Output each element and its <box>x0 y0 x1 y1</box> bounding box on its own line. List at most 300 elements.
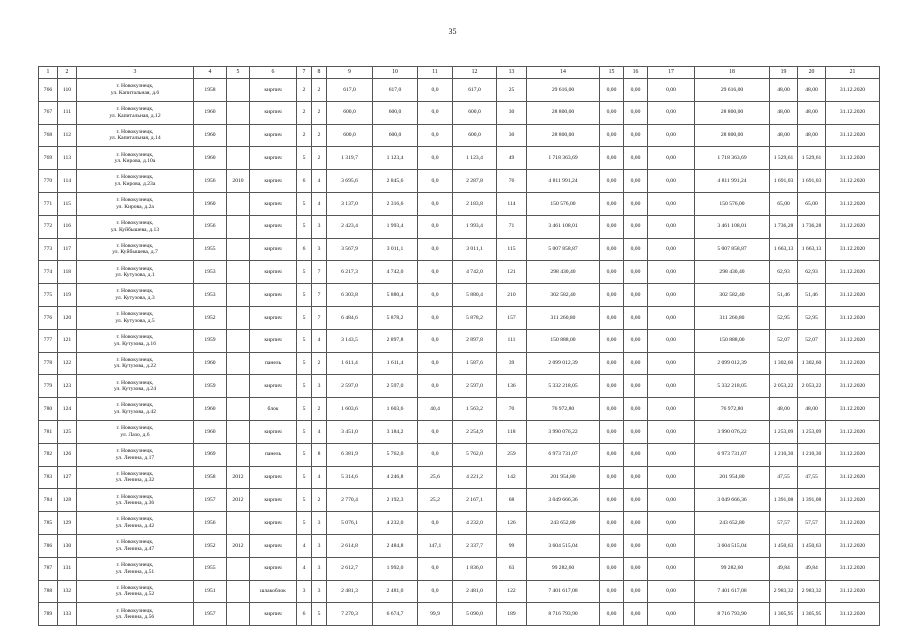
cell-col-7: 2 <box>297 101 312 124</box>
address-street: ул. Ленина, д.56 <box>115 614 155 621</box>
cell-col-19: 52,95 <box>770 306 798 329</box>
cell-col-5: 2010 <box>227 170 250 193</box>
column-header-20: 20 <box>798 67 826 79</box>
address-cell <box>77 489 194 512</box>
cell-col-19: 62,93 <box>770 261 798 284</box>
cell-col-20: 65,00 <box>798 192 826 215</box>
cell-col-19: 52,07 <box>770 329 798 352</box>
cell-col-6: кирпич <box>250 261 297 284</box>
cell-col-1: 787 <box>39 557 58 580</box>
cell-col-16: 0,00 <box>624 215 648 238</box>
table-row <box>39 192 880 215</box>
address-street: ул. Кутузова, д.3 <box>115 295 155 302</box>
cell-col-15: 0,00 <box>600 375 624 398</box>
cell-col-11: 25,2 <box>418 489 453 512</box>
column-header-16: 16 <box>624 67 648 79</box>
cell-col-7: 6 <box>297 603 312 626</box>
cell-col-14: 3 049 666,36 <box>527 489 600 512</box>
cell-col-2: 133 <box>58 603 77 626</box>
cell-col-21: 31.12.2020 <box>826 443 880 466</box>
cell-col-10: 600,0 <box>373 124 418 147</box>
cell-col-5 <box>227 147 250 170</box>
cell-col-8: 4 <box>312 466 327 489</box>
cell-col-7: 2 <box>297 79 312 102</box>
cell-col-1: 777 <box>39 329 58 352</box>
cell-col-5: 2012 <box>227 466 250 489</box>
cell-col-12: 1 587,6 <box>453 352 497 375</box>
cell-col-14: 28 800,00 <box>527 124 600 147</box>
cell-col-2: 118 <box>58 261 77 284</box>
cell-col-4: 1953 <box>194 284 227 307</box>
column-header-5: 5 <box>227 67 250 79</box>
table-row <box>39 420 880 443</box>
cell-col-11: 0,0 <box>418 261 453 284</box>
cell-col-5 <box>227 580 250 603</box>
cell-col-14: 7 401 617,08 <box>527 580 600 603</box>
cell-col-8: 2 <box>312 79 327 102</box>
cell-col-1: 774 <box>39 261 58 284</box>
cell-col-12: 1 563,2 <box>453 398 497 421</box>
cell-col-21: 31.12.2020 <box>826 534 880 557</box>
cell-col-5 <box>227 238 250 261</box>
cell-col-14: 6 973 731,07 <box>527 443 600 466</box>
cell-col-2: 110 <box>58 79 77 102</box>
column-header-13: 13 <box>497 67 527 79</box>
cell-col-1: 773 <box>39 238 58 261</box>
cell-col-1: 782 <box>39 443 58 466</box>
cell-col-13: 189 <box>497 603 527 626</box>
column-header-4: 4 <box>194 67 227 79</box>
address-street: ул. Кутузова, д.22 <box>113 363 157 370</box>
cell-col-10: 1 992,0 <box>373 557 418 580</box>
cell-col-6: кирпич <box>250 192 297 215</box>
cell-col-11: 0,0 <box>418 306 453 329</box>
cell-col-21: 31.12.2020 <box>826 329 880 352</box>
cell-col-15: 0,00 <box>600 147 624 170</box>
cell-col-16: 0,00 <box>624 398 648 421</box>
cell-col-9: 2 481,3 <box>327 580 373 603</box>
table-row <box>39 79 880 102</box>
cell-col-11: 147,1 <box>418 534 453 557</box>
cell-col-16: 0,00 <box>624 603 648 626</box>
cell-col-14: 302 582,40 <box>527 284 600 307</box>
cell-col-4: 1960 <box>194 124 227 147</box>
cell-col-21: 31.12.2020 <box>826 147 880 170</box>
table-row <box>39 603 880 626</box>
cell-col-18: 3 604 515,04 <box>695 534 770 557</box>
cell-col-6: шлакоблок <box>250 580 297 603</box>
cell-col-12: 2 167,1 <box>453 489 497 512</box>
cell-col-1: 779 <box>39 375 58 398</box>
cell-col-17: 0,00 <box>648 124 695 147</box>
cell-col-7: 5 <box>297 147 312 170</box>
address-street: ул. Лазо, д.6 <box>120 431 150 438</box>
cell-col-18: 4 811 991,24 <box>695 170 770 193</box>
cell-col-13: 63 <box>497 557 527 580</box>
cell-col-14: 311 260,80 <box>527 306 600 329</box>
cell-col-4: 1958 <box>194 79 227 102</box>
page-number: 35 <box>448 27 457 36</box>
cell-col-12: 2 287,8 <box>453 170 497 193</box>
cell-col-14: 99 282,60 <box>527 557 600 580</box>
cell-col-2: 113 <box>58 147 77 170</box>
cell-col-17: 0,00 <box>648 306 695 329</box>
cell-col-19: 1 529,61 <box>770 147 798 170</box>
cell-col-18: 3 049 666,36 <box>695 489 770 512</box>
address-cell <box>77 557 194 580</box>
address-street: ул. Ленина, д.47 <box>115 545 155 552</box>
cell-col-11: 0,0 <box>418 557 453 580</box>
address-street: ул. Ленина, д.17 <box>115 454 155 461</box>
cell-col-9: 1 611,4 <box>327 352 373 375</box>
column-header-7: 7 <box>297 67 312 79</box>
cell-col-10: 5 762,0 <box>373 443 418 466</box>
cell-col-10: 2 845,6 <box>373 170 418 193</box>
cell-col-10: 2 897,8 <box>373 329 418 352</box>
cell-col-2: 117 <box>58 238 77 261</box>
cell-col-14: 5 332 218,05 <box>527 375 600 398</box>
cell-col-1: 770 <box>39 170 58 193</box>
cell-col-15: 0,00 <box>600 443 624 466</box>
cell-col-21: 31.12.2020 <box>826 79 880 102</box>
address-cell <box>77 284 194 307</box>
cell-col-17: 0,00 <box>648 192 695 215</box>
cell-col-20: 48,00 <box>798 124 826 147</box>
cell-col-2: 116 <box>58 215 77 238</box>
cell-col-12: 3 011,1 <box>453 238 497 261</box>
cell-col-19: 48,00 <box>770 79 798 102</box>
cell-col-9: 3 695,6 <box>327 170 373 193</box>
cell-col-5 <box>227 375 250 398</box>
cell-col-11: 0,0 <box>418 215 453 238</box>
cell-col-13: 71 <box>497 215 527 238</box>
cell-col-6: кирпич <box>250 147 297 170</box>
table-row <box>39 124 880 147</box>
cell-col-14: 4 811 991,24 <box>527 170 600 193</box>
cell-col-16: 0,00 <box>624 512 648 535</box>
address-cell <box>77 215 194 238</box>
address-cell <box>77 375 194 398</box>
cell-col-15: 0,00 <box>600 124 624 147</box>
cell-col-19: 1 253,09 <box>770 420 798 443</box>
cell-col-20: 1 736,28 <box>798 215 826 238</box>
cell-col-15: 0,00 <box>600 238 624 261</box>
cell-col-6: кирпич <box>250 603 297 626</box>
cell-col-5 <box>227 124 250 147</box>
cell-col-2: 122 <box>58 352 77 375</box>
cell-col-18: 150 576,00 <box>695 192 770 215</box>
address-street: ул. Куйбышева, д.7 <box>112 249 158 256</box>
cell-col-20: 48,00 <box>798 79 826 102</box>
address-cell <box>77 329 194 352</box>
address-city: г. Новокузнецк, <box>116 174 154 181</box>
cell-col-21: 31.12.2020 <box>826 306 880 329</box>
cell-col-20: 51,46 <box>798 284 826 307</box>
address-cell <box>77 512 194 535</box>
address-city: г. Новокузнецк, <box>116 539 154 546</box>
cell-col-15: 0,00 <box>600 603 624 626</box>
cell-col-20: 1 691,03 <box>798 170 826 193</box>
cell-col-4: 1960 <box>194 192 227 215</box>
table-row <box>39 261 880 284</box>
cell-col-16: 0,00 <box>624 580 648 603</box>
cell-col-12: 2 183,8 <box>453 192 497 215</box>
cell-col-8: 7 <box>312 306 327 329</box>
cell-col-20: 49,84 <box>798 557 826 580</box>
cell-col-8: 3 <box>312 215 327 238</box>
cell-col-11: 0,0 <box>418 170 453 193</box>
cell-col-16: 0,00 <box>624 101 648 124</box>
cell-col-11: 0,0 <box>418 375 453 398</box>
address-cell <box>77 147 194 170</box>
cell-col-19: 1 302,60 <box>770 352 798 375</box>
cell-col-18: 5 007 858,87 <box>695 238 770 261</box>
address-street: ул. Кутузова, д.5 <box>115 317 155 324</box>
cell-col-7: 5 <box>297 398 312 421</box>
cell-col-16: 0,00 <box>624 79 648 102</box>
cell-col-12: 2 481,0 <box>453 580 497 603</box>
cell-col-2: 111 <box>58 101 77 124</box>
cell-col-5: 2012 <box>227 534 250 557</box>
cell-col-2: 126 <box>58 443 77 466</box>
cell-col-8: 2 <box>312 101 327 124</box>
address-cell <box>77 306 194 329</box>
cell-col-17: 0,00 <box>648 284 695 307</box>
cell-col-15: 0,00 <box>600 580 624 603</box>
address-street: ул. Капитальная, д.12 <box>109 112 161 119</box>
table-row <box>39 306 880 329</box>
cell-col-8: 3 <box>312 557 327 580</box>
cell-col-2: 115 <box>58 192 77 215</box>
cell-col-20: 1 663,13 <box>798 238 826 261</box>
cell-col-15: 0,00 <box>600 489 624 512</box>
cell-col-10: 2 484,8 <box>373 534 418 557</box>
address-city: г. Новокузнецк, <box>116 425 154 432</box>
cell-col-16: 0,00 <box>624 443 648 466</box>
cell-col-12: 600,0 <box>453 124 497 147</box>
cell-col-17: 0,00 <box>648 603 695 626</box>
cell-col-11: 0,0 <box>418 284 453 307</box>
cell-col-18: 6 973 731,07 <box>695 443 770 466</box>
cell-col-18: 150 888,00 <box>695 329 770 352</box>
cell-col-7: 2 <box>297 124 312 147</box>
address-city: г. Новокузнецк, <box>116 197 154 204</box>
cell-col-9: 617,0 <box>327 79 373 102</box>
table-row <box>39 238 880 261</box>
cell-col-18: 7 401 617,08 <box>695 580 770 603</box>
cell-col-10: 4 246,8 <box>373 466 418 489</box>
cell-col-1: 786 <box>39 534 58 557</box>
cell-col-16: 0,00 <box>624 534 648 557</box>
address-city: г. Новокузнецк, <box>116 561 154 568</box>
cell-col-2: 114 <box>58 170 77 193</box>
address-city: г. Новокузнецк, <box>116 516 154 523</box>
cell-col-1: 775 <box>39 284 58 307</box>
address-city: г. Новокузнецк, <box>116 584 154 591</box>
cell-col-20: 52,95 <box>798 306 826 329</box>
address-street: ул. Кирова, д.10а <box>114 158 156 165</box>
cell-col-5 <box>227 352 250 375</box>
cell-col-21: 31.12.2020 <box>826 352 880 375</box>
cell-col-6: кирпич <box>250 101 297 124</box>
cell-col-10: 3 011,1 <box>373 238 418 261</box>
cell-col-9: 5 314,6 <box>327 466 373 489</box>
cell-col-16: 0,00 <box>624 192 648 215</box>
cell-col-18: 76 972,80 <box>695 398 770 421</box>
cell-col-7: 5 <box>297 261 312 284</box>
address-city: г. Новокузнецк, <box>116 311 154 318</box>
cell-col-6: кирпич <box>250 329 297 352</box>
cell-col-9: 6 217,3 <box>327 261 373 284</box>
cell-col-8: 7 <box>312 261 327 284</box>
cell-col-8: 4 <box>312 170 327 193</box>
cell-col-11: 99,9 <box>418 603 453 626</box>
cell-col-17: 0,00 <box>648 215 695 238</box>
cell-col-2: 120 <box>58 306 77 329</box>
cell-col-14: 8 716 793,90 <box>527 603 600 626</box>
cell-col-4: 1969 <box>194 443 227 466</box>
cell-col-9: 600,0 <box>327 101 373 124</box>
cell-col-2: 131 <box>58 557 77 580</box>
address-city: г. Новокузнецк, <box>116 493 154 500</box>
address-street: ул. Капитальная, д.6 <box>110 89 160 96</box>
cell-col-13: 126 <box>497 512 527 535</box>
cell-col-6: кирпич <box>250 489 297 512</box>
address-city: г. Новокузнецк, <box>116 379 154 386</box>
cell-col-5 <box>227 443 250 466</box>
table-row <box>39 215 880 238</box>
cell-col-8: 2 <box>312 352 327 375</box>
cell-col-8: 2 <box>312 489 327 512</box>
cell-col-20: 1 302,60 <box>798 352 826 375</box>
cell-col-6: кирпич <box>250 306 297 329</box>
column-header-14: 14 <box>527 67 600 79</box>
cell-col-6: кирпич <box>250 215 297 238</box>
address-cell <box>77 124 194 147</box>
cell-col-19: 1 663,13 <box>770 238 798 261</box>
cell-col-18: 201 954,80 <box>695 466 770 489</box>
cell-col-21: 31.12.2020 <box>826 398 880 421</box>
table-row <box>39 352 880 375</box>
cell-col-17: 0,00 <box>648 512 695 535</box>
cell-col-21: 31.12.2020 <box>826 375 880 398</box>
cell-col-16: 0,00 <box>624 329 648 352</box>
cell-col-21: 31.12.2020 <box>826 557 880 580</box>
cell-col-19: 48,00 <box>770 398 798 421</box>
cell-col-12: 4 742,0 <box>453 261 497 284</box>
housing-register-table <box>38 66 880 626</box>
cell-col-12: 2 337,7 <box>453 534 497 557</box>
cell-col-4: 1956 <box>194 512 227 535</box>
address-street: ул. Ленина, д.51 <box>115 568 155 575</box>
cell-col-6: кирпич <box>250 375 297 398</box>
cell-col-11: 40,4 <box>418 398 453 421</box>
cell-col-2: 123 <box>58 375 77 398</box>
cell-col-13: 114 <box>497 192 527 215</box>
cell-col-10: 4 742,0 <box>373 261 418 284</box>
column-header-3: 3 <box>77 67 194 79</box>
column-header-18: 18 <box>695 67 770 79</box>
column-header-9: 9 <box>327 67 373 79</box>
cell-col-4: 1959 <box>194 375 227 398</box>
cell-col-16: 0,00 <box>624 375 648 398</box>
table-row <box>39 580 880 603</box>
cell-col-5 <box>227 284 250 307</box>
cell-col-20: 47,55 <box>798 466 826 489</box>
cell-col-5 <box>227 512 250 535</box>
cell-col-15: 0,00 <box>600 170 624 193</box>
cell-col-4: 1960 <box>194 147 227 170</box>
cell-col-8: 3 <box>312 375 327 398</box>
address-city: г. Новокузнецк, <box>116 128 154 135</box>
cell-col-8: 2 <box>312 398 327 421</box>
cell-col-20: 57,57 <box>798 512 826 535</box>
cell-col-17: 0,00 <box>648 170 695 193</box>
cell-col-5 <box>227 603 250 626</box>
cell-col-10: 2 316,6 <box>373 192 418 215</box>
cell-col-13: 30 <box>497 124 527 147</box>
cell-col-10: 1 123,4 <box>373 147 418 170</box>
cell-col-10: 2 597,0 <box>373 375 418 398</box>
cell-col-7: 5 <box>297 306 312 329</box>
cell-col-7: 6 <box>297 238 312 261</box>
cell-col-19: 48,00 <box>770 101 798 124</box>
cell-col-17: 0,00 <box>648 443 695 466</box>
cell-col-21: 31.12.2020 <box>826 284 880 307</box>
cell-col-7: 5 <box>297 512 312 535</box>
cell-col-14: 1 718 363,69 <box>527 147 600 170</box>
cell-col-13: 99 <box>497 534 527 557</box>
address-cell <box>77 238 194 261</box>
column-header-21: 21 <box>826 67 880 79</box>
cell-col-2: 129 <box>58 512 77 535</box>
cell-col-11: 0,0 <box>418 238 453 261</box>
table-row <box>39 147 880 170</box>
cell-col-15: 0,00 <box>600 534 624 557</box>
cell-col-17: 0,00 <box>648 329 695 352</box>
cell-col-9: 3 567,9 <box>327 238 373 261</box>
cell-col-16: 0,00 <box>624 420 648 443</box>
cell-col-8: 4 <box>312 329 327 352</box>
cell-col-18: 1 718 363,69 <box>695 147 770 170</box>
cell-col-9: 3 143,5 <box>327 329 373 352</box>
cell-col-6: кирпич <box>250 170 297 193</box>
cell-col-17: 0,00 <box>648 420 695 443</box>
cell-col-18: 298 430,40 <box>695 261 770 284</box>
address-street: ул. Кутузова, д.1 <box>115 272 155 279</box>
cell-col-9: 3 451,0 <box>327 420 373 443</box>
cell-col-10: 1 993,4 <box>373 215 418 238</box>
cell-col-21: 31.12.2020 <box>826 603 880 626</box>
address-city: г. Новокузнецк, <box>116 83 154 90</box>
cell-col-7: 5 <box>297 352 312 375</box>
cell-col-20: 48,00 <box>798 101 826 124</box>
cell-col-4: 1960 <box>194 101 227 124</box>
address-cell <box>77 398 194 421</box>
address-cell <box>77 352 194 375</box>
cell-col-11: 0,0 <box>418 192 453 215</box>
cell-col-11: 25,6 <box>418 466 453 489</box>
cell-col-9: 6 303,8 <box>327 284 373 307</box>
column-header-19: 19 <box>770 67 798 79</box>
cell-col-4: 1959 <box>194 329 227 352</box>
cell-col-1: 784 <box>39 489 58 512</box>
cell-col-10: 1 603,6 <box>373 398 418 421</box>
column-header-10: 10 <box>373 67 418 79</box>
cell-col-21: 31.12.2020 <box>826 580 880 603</box>
cell-col-15: 0,00 <box>600 306 624 329</box>
cell-col-16: 0,00 <box>624 557 648 580</box>
